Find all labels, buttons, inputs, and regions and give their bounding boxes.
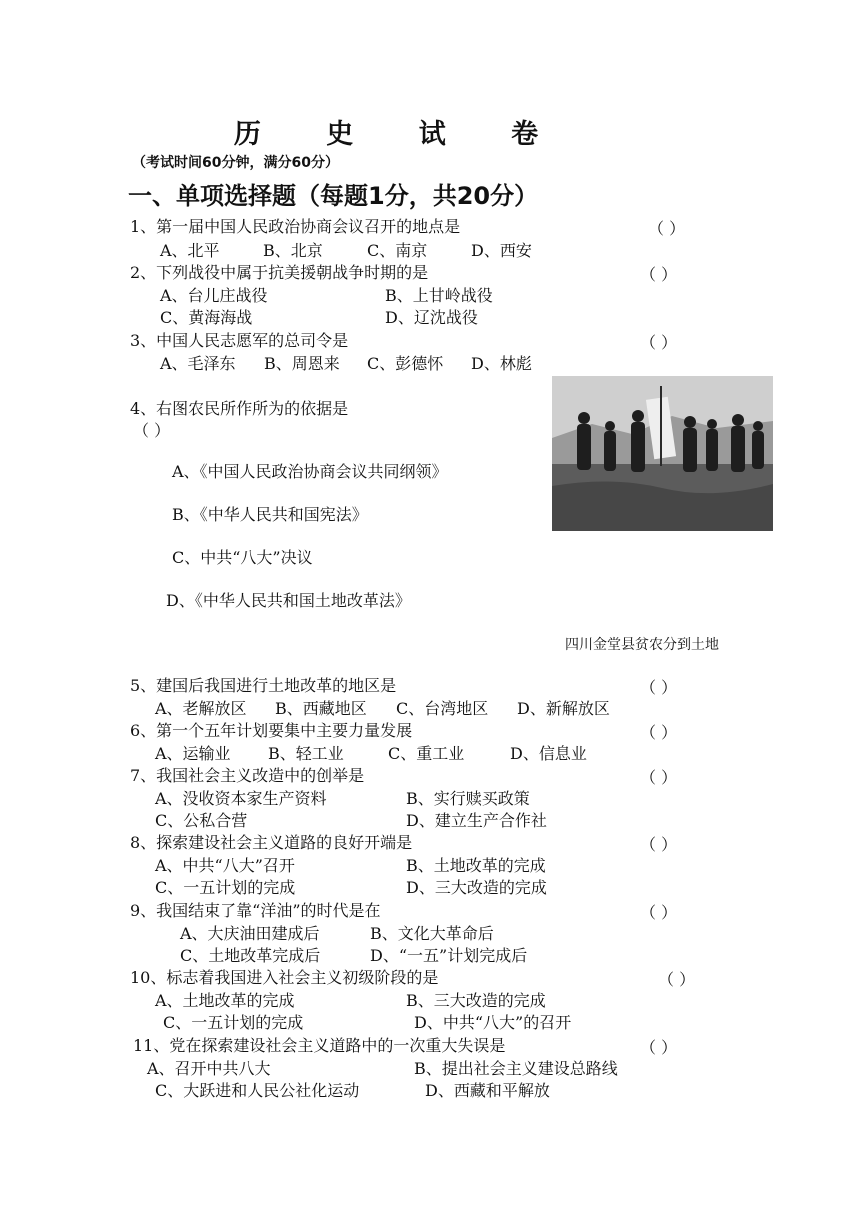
option: B、轻工业 <box>268 744 344 763</box>
answer-bracket: （ ） <box>648 219 686 238</box>
answer-bracket: （ ） <box>640 265 678 284</box>
answer-bracket: （ ） <box>133 421 171 440</box>
option: D、《中华人民共和国土地改革法》 <box>166 591 411 610</box>
question-stem: 10、标志着我国进入社会主义初级阶段的是 <box>130 968 439 987</box>
answer-bracket: （ ） <box>658 970 696 989</box>
option: D、三大改造的完成 <box>406 878 547 897</box>
question-stem: 2、下列战役中属于抗美援朝战争时期的是 <box>130 263 429 282</box>
option: B、周恩来 <box>264 354 340 373</box>
option: A、台儿庄战役 <box>160 286 268 305</box>
option: A、老解放区 <box>155 699 247 718</box>
option: C、大跃进和人民公社化运动 <box>155 1081 360 1100</box>
option: C、黄海海战 <box>160 308 253 327</box>
option: B、北京 <box>263 241 323 260</box>
question-stem: 11、党在探索建设社会主义道路中的一次重大失误是 <box>133 1036 506 1055</box>
option: C、彭德怀 <box>367 354 444 373</box>
answer-bracket: （ ） <box>640 768 678 787</box>
section-heading: 一、单项选择题（每题1分，共20分） <box>128 182 539 210</box>
farmers-photo <box>552 376 773 531</box>
option: B、实行赎买政策 <box>406 789 530 808</box>
answer-bracket: （ ） <box>640 678 678 697</box>
option: B、上甘岭战役 <box>385 286 493 305</box>
option: B、三大改造的完成 <box>406 991 546 1010</box>
option: B、《中华人民共和国宪法》 <box>172 505 368 524</box>
question-stem: 7、我国社会主义改造中的创举是 <box>130 766 365 785</box>
question-stem: 5、建国后我国进行土地改革的地区是 <box>130 676 397 695</box>
option: A、大庆油田建成后 <box>180 924 320 943</box>
answer-bracket: （ ） <box>640 1038 678 1057</box>
option: D、林彪 <box>471 354 532 373</box>
option: D、新解放区 <box>517 699 610 718</box>
exam-subtitle: （考试时间60分钟，满分60分） <box>132 155 339 171</box>
option: D、中共“八大”的召开 <box>414 1013 572 1032</box>
option: A、运输业 <box>155 744 231 763</box>
option: B、文化大革命后 <box>370 924 494 943</box>
option: C、台湾地区 <box>396 699 489 718</box>
question-stem: 1、第一届中国人民政治协商会议召开的地点是 <box>130 217 461 236</box>
question-stem: 9、我国结束了靠“洋油”的时代是在 <box>130 901 381 920</box>
question-stem: 4、右图农民所作所为的依据是 <box>130 399 349 418</box>
option: A、没收资本家生产资料 <box>155 789 327 808</box>
question-stem: 8、探索建设社会主义道路的良好开端是 <box>130 833 413 852</box>
option: D、“一五”计划完成后 <box>370 946 528 965</box>
option: D、建立生产合作社 <box>406 811 547 830</box>
option: A、召开中共八大 <box>147 1059 271 1078</box>
question-stem: 6、第一个五年计划要集中主要力量发展 <box>130 721 413 740</box>
answer-bracket: （ ） <box>640 835 678 854</box>
exam-title: 历 史 试 卷 <box>233 119 567 150</box>
option: A、土地改革的完成 <box>155 991 295 1010</box>
option: A、北平 <box>160 241 220 260</box>
answer-bracket: （ ） <box>640 723 678 742</box>
option: D、辽沈战役 <box>385 308 478 327</box>
option: B、西藏地区 <box>275 699 367 718</box>
question-stem: 3、中国人民志愿军的总司令是 <box>130 331 349 350</box>
farmers-photo-drawing <box>552 376 773 531</box>
option: C、南京 <box>367 241 428 260</box>
option: C、一五计划的完成 <box>163 1013 304 1032</box>
option: C、中共“八大”决议 <box>172 548 313 567</box>
photo-caption: 四川金堂县贫农分到土地 <box>565 637 719 653</box>
option: D、西藏和平解放 <box>425 1081 550 1100</box>
answer-bracket: （ ） <box>640 333 678 352</box>
option: C、土地改革完成后 <box>180 946 321 965</box>
option: B、提出社会主义建设总路线 <box>414 1059 618 1078</box>
option: D、西安 <box>471 241 532 260</box>
answer-bracket: （ ） <box>640 903 678 922</box>
option: A、中共“八大”召开 <box>155 856 295 875</box>
option: A、《中国人民政治协商会议共同纲领》 <box>172 462 448 481</box>
option: C、重工业 <box>388 744 465 763</box>
option: B、土地改革的完成 <box>406 856 546 875</box>
option: C、一五计划的完成 <box>155 878 296 897</box>
option: A、毛泽东 <box>160 354 236 373</box>
option: D、信息业 <box>510 744 587 763</box>
option: C、公私合营 <box>155 811 248 830</box>
